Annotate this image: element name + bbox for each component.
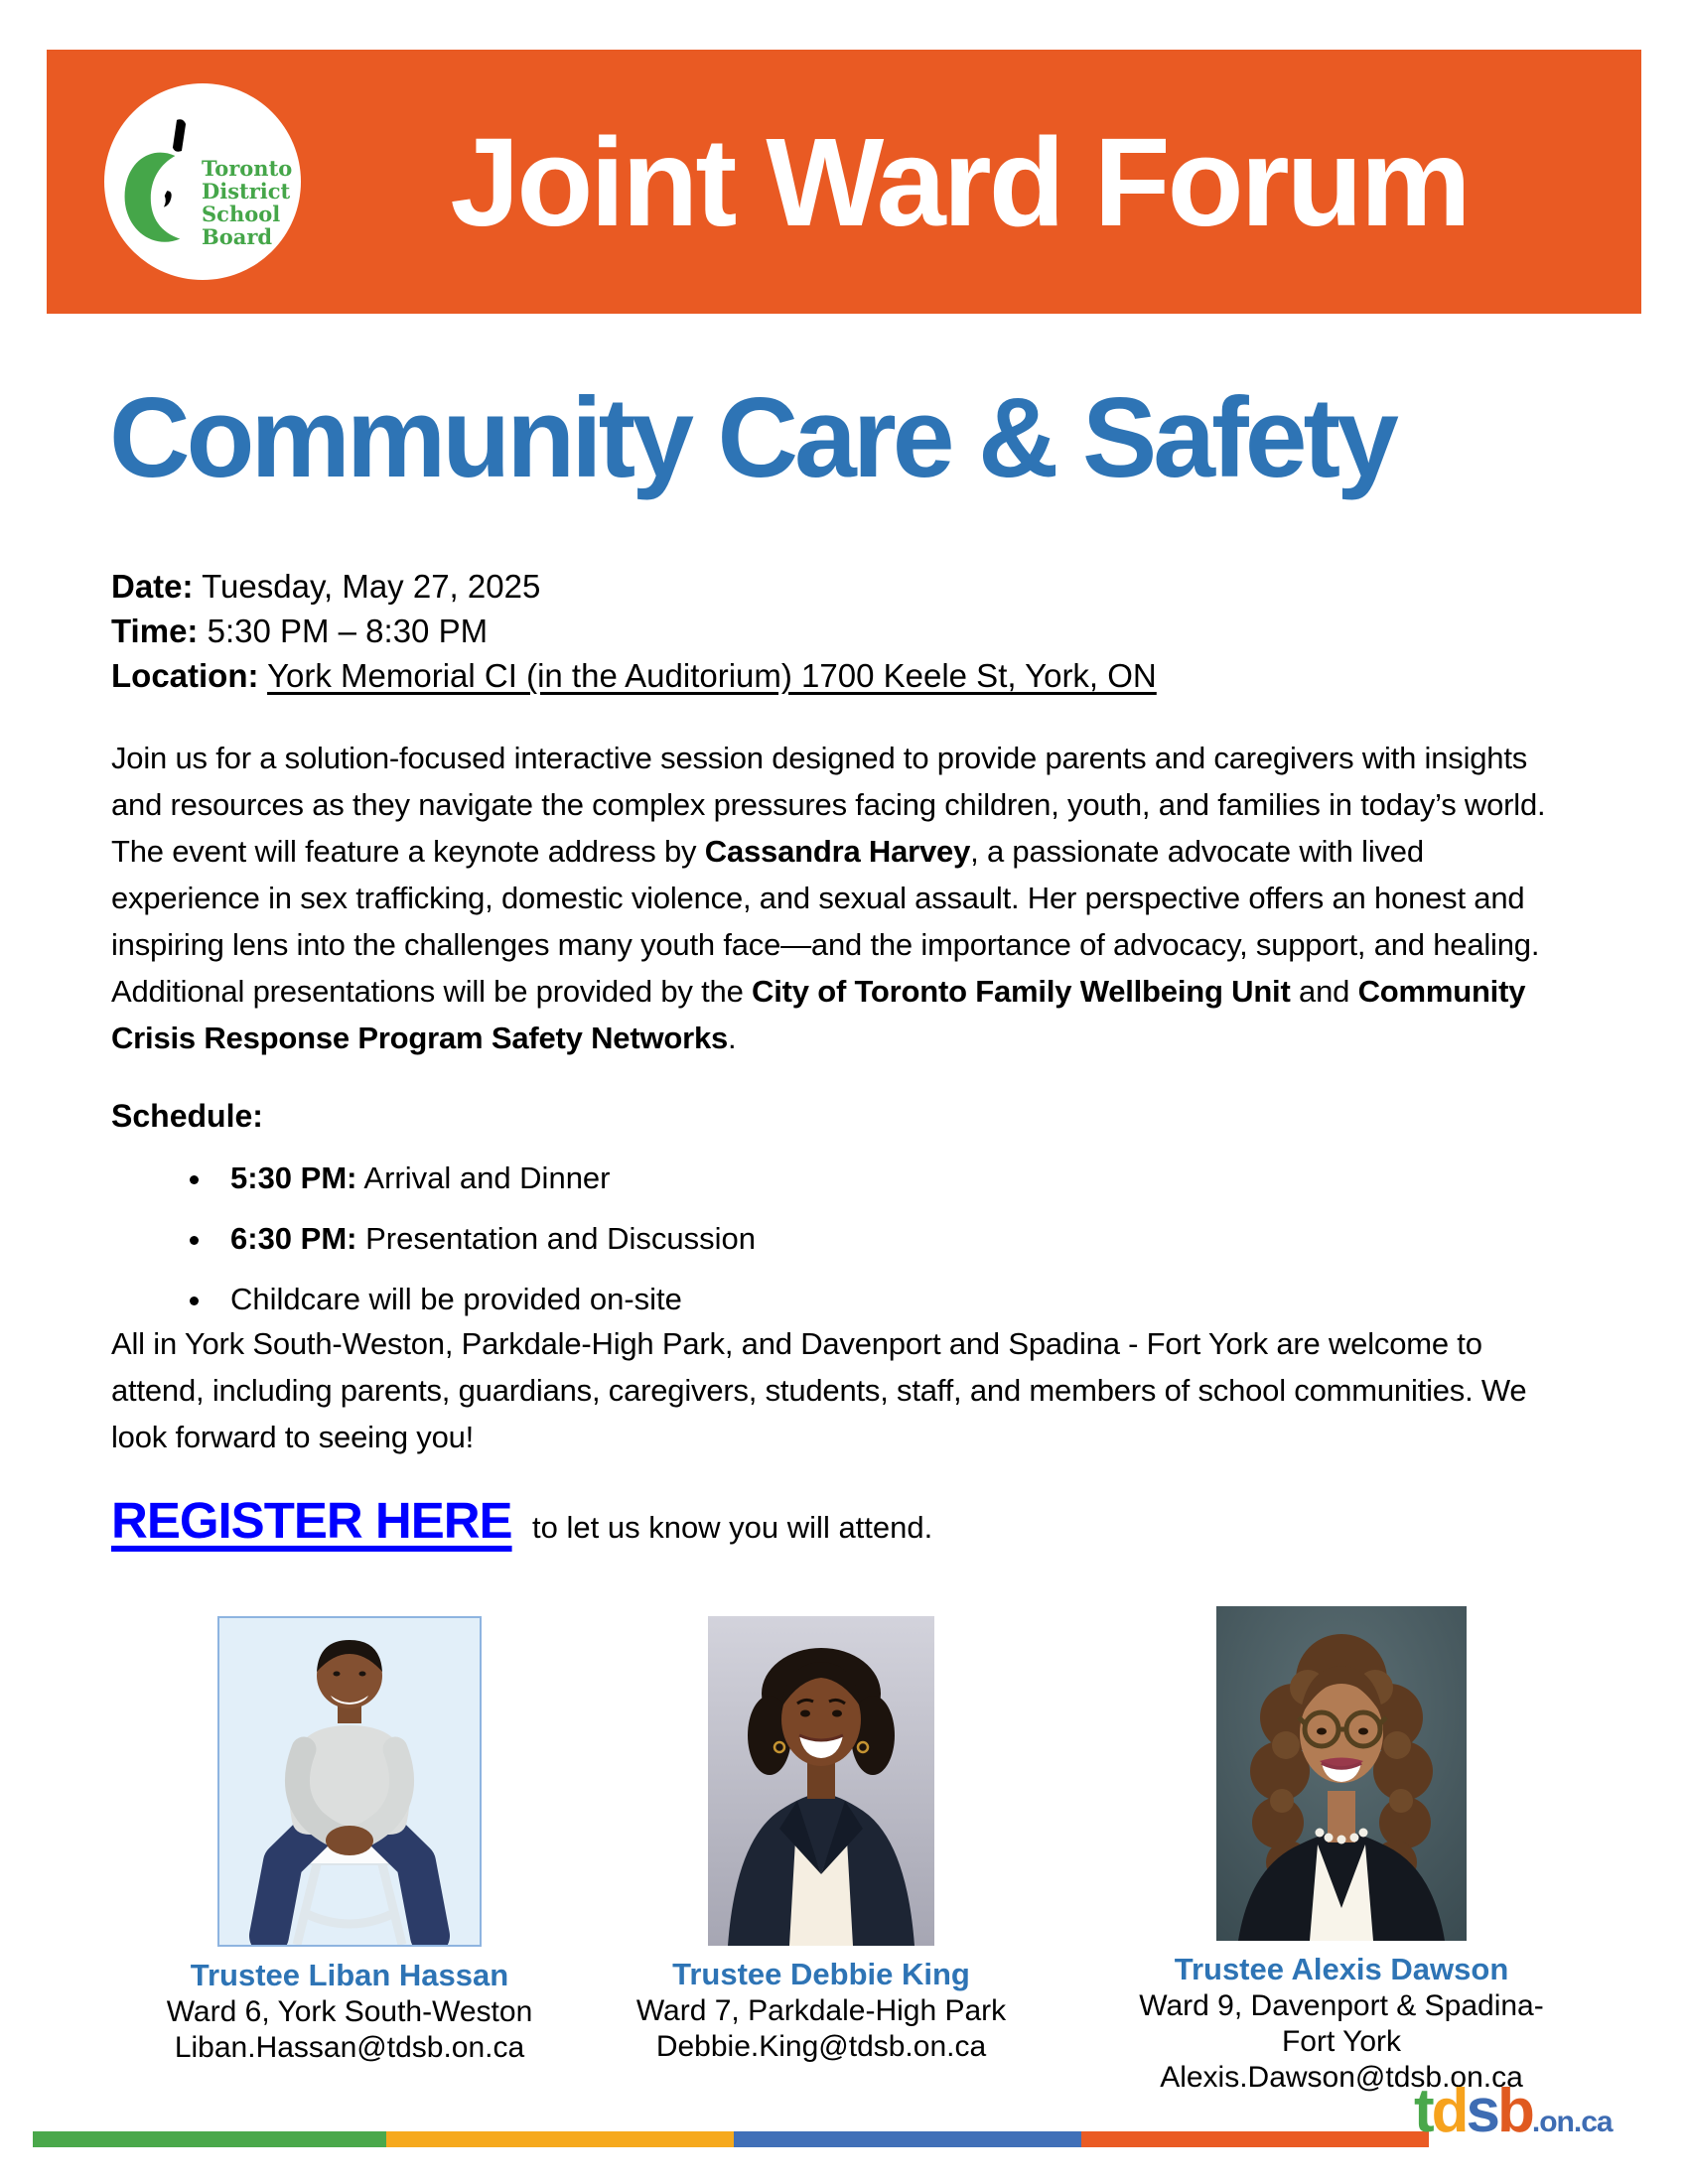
logo-text-line: School bbox=[202, 202, 281, 226]
trustee-email: Debbie.King@tdsb.on.ca bbox=[655, 2030, 987, 2063]
schedule-item bbox=[214, 1160, 756, 1196]
schedule-text: Childcare will be provided on-site bbox=[230, 1282, 682, 1316]
location-link[interactable]: York Memorial CI (in the Auditorium) 1700 Keele St, York, ON bbox=[267, 657, 1157, 694]
trustee-email: Liban.Hassan@tdsb.on.ca bbox=[174, 2031, 525, 2064]
presenter-name: Community Crisis Response Program Safety Networks bbox=[111, 974, 1526, 1055]
event-date-row bbox=[111, 564, 1157, 609]
intro-text: and bbox=[1290, 974, 1358, 1009]
tdsb-logo bbox=[104, 83, 301, 280]
time-value: 5:30 PM – 8:30 PM bbox=[207, 613, 489, 649]
intro-text: Join us for a solution-focused interactive session designed to provide parents and caregivers with insights and resources as they navigate the complex pressures facing children, youth, and families in today’s world. The event will feature a keynote address by bbox=[111, 741, 1546, 869]
page-title: Community Care & Safety bbox=[109, 375, 1395, 501]
presenter-name: City of Toronto Family Wellbeing Unit bbox=[752, 974, 1291, 1009]
register-link[interactable]: REGISTER HERE bbox=[111, 1492, 512, 1549]
register-line bbox=[111, 1491, 932, 1550]
intro-text: . bbox=[728, 1021, 737, 1055]
date-value: Tuesday, May 27, 2025 bbox=[202, 568, 541, 605]
schedule-section bbox=[111, 1098, 756, 1342]
trustees-section bbox=[0, 1616, 1688, 2094]
schedule-time: 6:30 PM: bbox=[230, 1221, 357, 1256]
trustee-card bbox=[1126, 1616, 1557, 2096]
tdsb-wordmark bbox=[1414, 2077, 1613, 2145]
wordmark-letter: d bbox=[1431, 2077, 1467, 2145]
footer-stripe-blue bbox=[734, 2131, 1081, 2147]
trustee-ward: Ward 6, York South-Weston bbox=[166, 1995, 533, 2028]
trustee-name: Trustee Alexis Dawson bbox=[1174, 1952, 1509, 1986]
schedule-list bbox=[111, 1160, 756, 1317]
trustee-name: Trustee Debbie King bbox=[672, 1957, 970, 1991]
trustee-photo-alexis-dawson bbox=[1216, 1606, 1467, 1941]
schedule-heading: Schedule: bbox=[111, 1098, 263, 1134]
logo-text-line: Board bbox=[202, 224, 273, 249]
date-label: Date: bbox=[111, 568, 194, 605]
trustee-name: Trustee Liban Hassan bbox=[190, 1958, 509, 1992]
time-label: Time: bbox=[111, 613, 199, 649]
wordmark-letter: s bbox=[1466, 2077, 1498, 2145]
logo-text-line: District bbox=[202, 179, 291, 204]
trustee-card bbox=[134, 1616, 565, 2066]
wordmark-suffix: .on.ca bbox=[1531, 2106, 1613, 2138]
wordmark-letter: t bbox=[1414, 2077, 1432, 2145]
wordmark-letter: b bbox=[1497, 2077, 1532, 2145]
header-banner bbox=[47, 50, 1641, 314]
footer-stripe-green bbox=[33, 2131, 386, 2147]
schedule-item bbox=[214, 1221, 756, 1257]
schedule-text: Presentation and Discussion bbox=[356, 1221, 756, 1256]
event-time-row bbox=[111, 609, 1157, 653]
intro-text: , a passionate advocate with lived experience in sex trafficking, domestic violence, and sexual assault. Her perspective offers an honest and inspiring lens into the challenges many youth face—and the importance of advocacy, support, and healing. Additional presentations will be provided by the bbox=[111, 834, 1540, 1009]
footer-stripe-orange bbox=[1081, 2131, 1429, 2147]
location-label: Location: bbox=[111, 657, 259, 694]
schedule-item bbox=[214, 1282, 756, 1317]
trustee-photo-liban-hassan bbox=[217, 1616, 482, 1947]
welcome-paragraph: All in York South-Weston, Parkdale-High Park, and Davenport and Spadina - Fort York are welcome to attend, including parents, guardians, caregivers, students, staff, and members of school communities. We look forward to seeing you! bbox=[111, 1326, 1527, 1454]
trustee-email: Alexis.Dawson@tdsb.on.ca bbox=[1160, 2061, 1523, 2094]
tdsb-logo-text bbox=[202, 157, 292, 248]
apple-icon bbox=[118, 107, 200, 258]
banner-title: Joint Ward Forum bbox=[450, 111, 1469, 252]
trustee-photo-debbie-king bbox=[708, 1616, 934, 1946]
logo-text-line: Toronto bbox=[202, 156, 293, 181]
keynote-speaker-name: Cassandra Harvey bbox=[704, 834, 971, 869]
event-location-row bbox=[111, 653, 1157, 698]
footer-stripe-yellow bbox=[386, 2131, 734, 2147]
trustee-card bbox=[606, 1616, 1037, 2065]
intro-paragraph bbox=[111, 735, 1567, 1061]
schedule-text: Arrival and Dinner bbox=[356, 1160, 611, 1195]
trustee-ward: Ward 9, Davenport & Spadina-Fort York bbox=[1139, 1989, 1544, 2058]
schedule-time: 5:30 PM: bbox=[230, 1160, 357, 1195]
event-details bbox=[111, 564, 1157, 698]
trustee-ward: Ward 7, Parkdale-High Park bbox=[635, 1994, 1007, 2027]
register-suffix: to let us know you will attend. bbox=[532, 1510, 933, 1545]
